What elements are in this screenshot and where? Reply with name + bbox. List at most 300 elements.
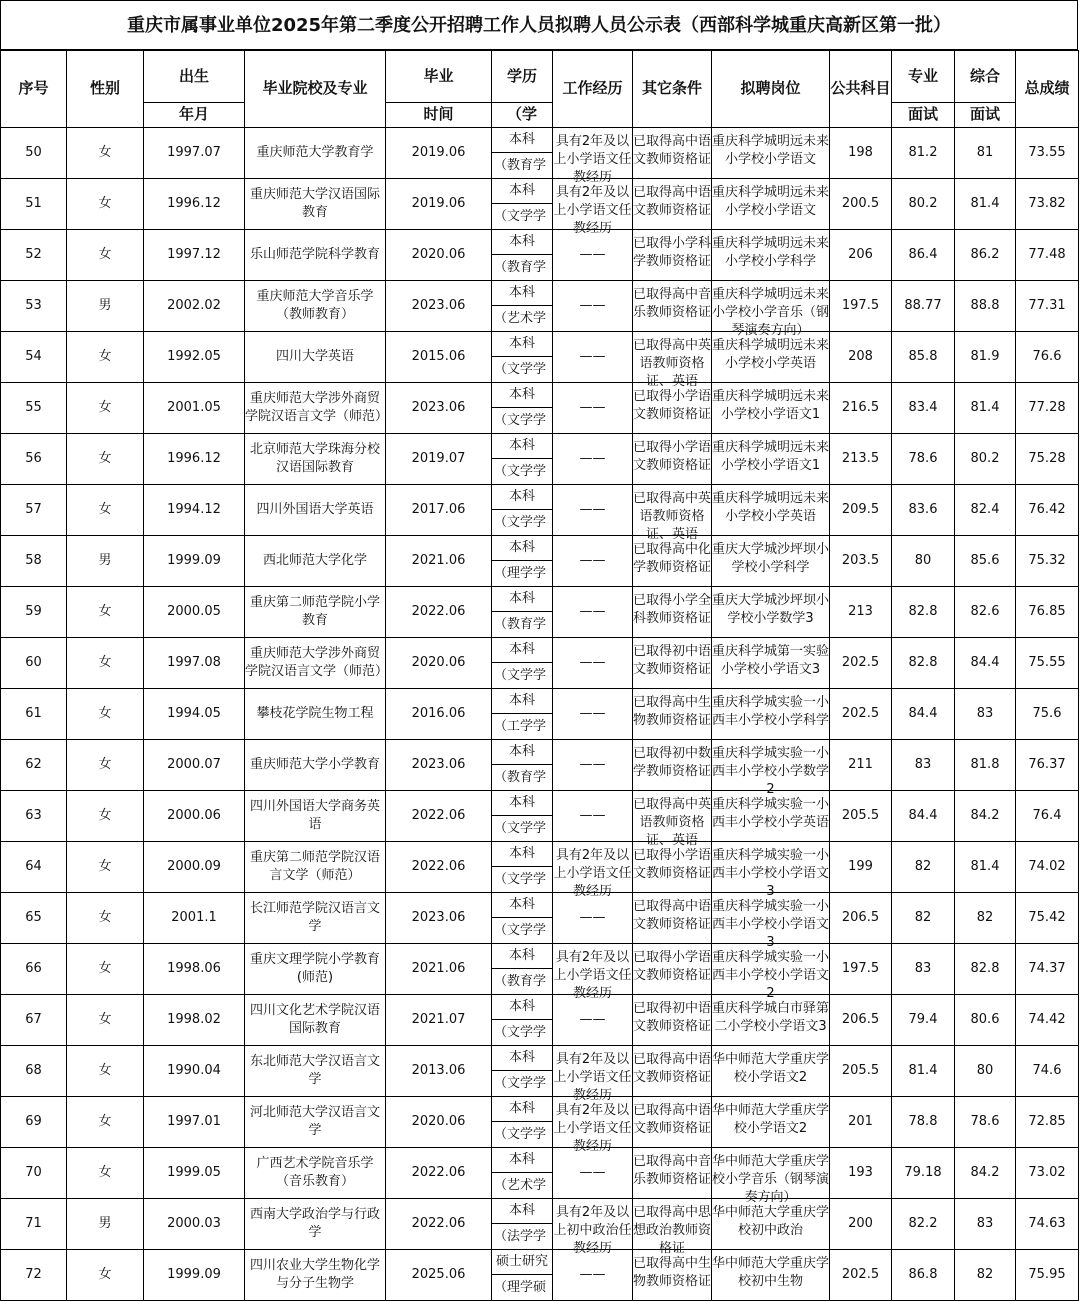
cell-comp: 85.6 bbox=[955, 536, 1016, 587]
cell-public: 205.5 bbox=[830, 791, 892, 842]
cell-total: 76.4 bbox=[1016, 791, 1079, 842]
cell-major: 83 bbox=[892, 740, 955, 791]
table-row bbox=[1, 1250, 1079, 1301]
cell-seq: 52 bbox=[1, 230, 67, 281]
edu-level: 本科 bbox=[492, 383, 552, 408]
cell-comp: 83 bbox=[955, 689, 1016, 740]
edu-degree: （文学学 bbox=[494, 1025, 547, 1040]
cell-gender: 女 bbox=[67, 791, 144, 842]
cell-birth: 2001.05 bbox=[144, 383, 245, 434]
cell-grad: 2017.06 bbox=[386, 485, 492, 536]
cell-public: 197.5 bbox=[830, 944, 892, 995]
cell-total: 77.48 bbox=[1016, 230, 1079, 281]
edu-degree: （文学学 bbox=[494, 515, 547, 530]
table-row bbox=[1, 434, 1079, 485]
cell-other: 已取得小学语文教师资格证 bbox=[633, 842, 712, 893]
cell-post: 重庆科学城明远未来小学校小学音乐（钢琴演奏方向） bbox=[712, 281, 830, 332]
cell-comp: 81.4 bbox=[955, 179, 1016, 230]
table-row bbox=[1, 230, 1079, 281]
cell-total: 76.85 bbox=[1016, 587, 1079, 638]
cell-major: 80 bbox=[892, 536, 955, 587]
cell-birth: 1998.06 bbox=[144, 944, 245, 995]
cell-total: 75.6 bbox=[1016, 689, 1079, 740]
cell-birth: 2000.07 bbox=[144, 740, 245, 791]
cell-edu bbox=[492, 740, 553, 791]
cell-gender: 女 bbox=[67, 332, 144, 383]
cell-school: 重庆师范大学小学教育 bbox=[245, 740, 386, 791]
cell-grad: 2022.06 bbox=[386, 1148, 492, 1199]
cell-other: 已取得高中英语教师资格证、英语 bbox=[633, 332, 712, 383]
edu-level: 本科 bbox=[492, 638, 552, 663]
cell-work: —— bbox=[553, 740, 633, 791]
table-row bbox=[1, 1148, 1079, 1199]
table-row bbox=[1, 1046, 1079, 1097]
cell-school: 东北师范大学汉语言文学 bbox=[245, 1046, 386, 1097]
cell-school: 河北师范大学汉语言文学 bbox=[245, 1097, 386, 1148]
cell-public: 206 bbox=[830, 230, 892, 281]
cell-major: 86.8 bbox=[892, 1250, 955, 1301]
header-birth-top: 出生 bbox=[144, 51, 245, 103]
cell-seq: 60 bbox=[1, 638, 67, 689]
cell-gender: 男 bbox=[67, 536, 144, 587]
cell-school: 重庆师范大学教育学 bbox=[245, 128, 386, 179]
cell-grad: 2023.06 bbox=[386, 281, 492, 332]
cell-comp: 78.6 bbox=[955, 1097, 1016, 1148]
cell-school: 重庆第二师范学院小学教育 bbox=[245, 587, 386, 638]
cell-edu bbox=[492, 995, 553, 1046]
cell-edu bbox=[492, 1097, 553, 1148]
cell-school: 重庆师范大学涉外商贸学院汉语言文学（师范） bbox=[245, 383, 386, 434]
cell-comp: 86.2 bbox=[955, 230, 1016, 281]
cell-work: —— bbox=[553, 281, 633, 332]
cell-total: 75.55 bbox=[1016, 638, 1079, 689]
cell-edu bbox=[492, 587, 553, 638]
edu-degree: （文学学 bbox=[494, 413, 547, 428]
header-public: 公共科目 bbox=[830, 51, 892, 128]
cell-grad: 2023.06 bbox=[386, 740, 492, 791]
cell-post: 华中师范大学重庆学校小学音乐（钢琴演奏方向） bbox=[712, 1148, 830, 1199]
cell-grad: 2016.06 bbox=[386, 689, 492, 740]
edu-degree: （理学学 bbox=[494, 566, 547, 581]
cell-other: 已取得高中生物教师资格证 bbox=[633, 689, 712, 740]
cell-other: 已取得高中语文教师资格证 bbox=[633, 1046, 712, 1097]
cell-gender: 女 bbox=[67, 1148, 144, 1199]
cell-public: 203.5 bbox=[830, 536, 892, 587]
cell-grad: 2019.07 bbox=[386, 434, 492, 485]
edu-degree: （文学学 bbox=[494, 1127, 547, 1142]
cell-major: 78.6 bbox=[892, 434, 955, 485]
edu-degree: （教育学 bbox=[494, 260, 547, 275]
header-major-top: 专业 bbox=[892, 51, 955, 103]
cell-total: 75.42 bbox=[1016, 893, 1079, 944]
edu-degree: （文学学 bbox=[494, 209, 547, 224]
table-body bbox=[1, 128, 1079, 1301]
cell-birth: 1994.05 bbox=[144, 689, 245, 740]
cell-major: 83 bbox=[892, 944, 955, 995]
cell-birth: 1996.12 bbox=[144, 434, 245, 485]
cell-edu bbox=[492, 1250, 553, 1301]
cell-grad: 2022.06 bbox=[386, 842, 492, 893]
cell-post: 重庆科学城实验一小西丰小学校小学语文2 bbox=[712, 944, 830, 995]
cell-edu bbox=[492, 332, 553, 383]
header-total: 总成绩 bbox=[1016, 51, 1079, 128]
cell-post: 重庆科学城实验一小西丰小学校小学语文3 bbox=[712, 842, 830, 893]
cell-other: 已取得高中音乐教师资格证 bbox=[633, 281, 712, 332]
cell-comp: 81.8 bbox=[955, 740, 1016, 791]
cell-other: 已取得高中语文教师资格证 bbox=[633, 893, 712, 944]
edu-degree: （文学学 bbox=[494, 923, 547, 938]
cell-gender: 女 bbox=[67, 230, 144, 281]
cell-grad: 2022.06 bbox=[386, 587, 492, 638]
cell-work: —— bbox=[553, 587, 633, 638]
edu-level: 本科 bbox=[492, 332, 552, 357]
cell-school: 乐山师范学院科学教育 bbox=[245, 230, 386, 281]
cell-grad: 2021.06 bbox=[386, 944, 492, 995]
edu-degree: （工学学 bbox=[494, 719, 547, 734]
cell-school: 重庆文理学院小学教育(师范) bbox=[245, 944, 386, 995]
cell-seq: 69 bbox=[1, 1097, 67, 1148]
cell-gender: 女 bbox=[67, 944, 144, 995]
cell-seq: 55 bbox=[1, 383, 67, 434]
table-row bbox=[1, 281, 1079, 332]
cell-post: 重庆科学城第一实验小学校小学语文3 bbox=[712, 638, 830, 689]
cell-edu bbox=[492, 893, 553, 944]
edu-level: 本科 bbox=[492, 740, 552, 765]
cell-total: 77.31 bbox=[1016, 281, 1079, 332]
cell-post: 华中师范大学重庆学校初中政治 bbox=[712, 1199, 830, 1250]
edu-degree: （教育学 bbox=[494, 158, 547, 173]
cell-grad: 2022.06 bbox=[386, 791, 492, 842]
cell-edu bbox=[492, 434, 553, 485]
cell-public: 205.5 bbox=[830, 1046, 892, 1097]
cell-birth: 1994.12 bbox=[144, 485, 245, 536]
cell-public: 216.5 bbox=[830, 383, 892, 434]
cell-total: 76.42 bbox=[1016, 485, 1079, 536]
cell-work: —— bbox=[553, 791, 633, 842]
edu-level: 本科 bbox=[492, 893, 552, 918]
cell-birth: 1997.01 bbox=[144, 1097, 245, 1148]
cell-edu bbox=[492, 281, 553, 332]
cell-edu bbox=[492, 1046, 553, 1097]
cell-gender: 女 bbox=[67, 1046, 144, 1097]
cell-work: —— bbox=[553, 536, 633, 587]
cell-post: 重庆科学城实验一小西丰小学校小学科学 bbox=[712, 689, 830, 740]
header-birth-bot: 年月 bbox=[144, 103, 245, 128]
cell-edu bbox=[492, 791, 553, 842]
cell-public: 213 bbox=[830, 587, 892, 638]
table-row bbox=[1, 179, 1079, 230]
cell-comp: 81.9 bbox=[955, 332, 1016, 383]
cell-seq: 56 bbox=[1, 434, 67, 485]
cell-grad: 2020.06 bbox=[386, 1097, 492, 1148]
table-row bbox=[1, 689, 1079, 740]
cell-public: 199 bbox=[830, 842, 892, 893]
cell-grad: 2020.06 bbox=[386, 638, 492, 689]
cell-grad: 2013.06 bbox=[386, 1046, 492, 1097]
cell-birth: 1999.05 bbox=[144, 1148, 245, 1199]
cell-seq: 62 bbox=[1, 740, 67, 791]
cell-major: 83.6 bbox=[892, 485, 955, 536]
cell-public: 211 bbox=[830, 740, 892, 791]
cell-comp: 81 bbox=[955, 128, 1016, 179]
cell-total: 74.6 bbox=[1016, 1046, 1079, 1097]
table-row bbox=[1, 485, 1079, 536]
cell-major: 82 bbox=[892, 842, 955, 893]
cell-total: 73.02 bbox=[1016, 1148, 1079, 1199]
cell-gender: 女 bbox=[67, 128, 144, 179]
cell-work: —— bbox=[553, 893, 633, 944]
cell-other: 已取得高中英语教师资格证、英语 bbox=[633, 791, 712, 842]
cell-edu bbox=[492, 638, 553, 689]
cell-gender: 女 bbox=[67, 893, 144, 944]
cell-seq: 71 bbox=[1, 1199, 67, 1250]
cell-work: 具有2年及以上小学语文任教经历 bbox=[553, 1097, 633, 1148]
cell-comp: 80 bbox=[955, 1046, 1016, 1097]
cell-gender: 男 bbox=[67, 281, 144, 332]
edu-level: 本科 bbox=[492, 230, 552, 255]
header-gender: 性别 bbox=[67, 51, 144, 128]
cell-total: 73.55 bbox=[1016, 128, 1079, 179]
cell-post: 重庆科学城实验一小西丰小学校小学数学2 bbox=[712, 740, 830, 791]
cell-work: —— bbox=[553, 995, 633, 1046]
cell-post: 重庆大学城沙坪坝小学校小学科学 bbox=[712, 536, 830, 587]
cell-comp: 82.8 bbox=[955, 944, 1016, 995]
header-other: 其它条件 bbox=[633, 51, 712, 128]
cell-school: 攀枝花学院生物工程 bbox=[245, 689, 386, 740]
cell-post: 重庆科学城明远未来小学校小学英语 bbox=[712, 485, 830, 536]
cell-post: 重庆科学城明远未来小学校小学语文1 bbox=[712, 434, 830, 485]
cell-total: 74.37 bbox=[1016, 944, 1079, 995]
cell-school: 西北师范大学化学 bbox=[245, 536, 386, 587]
cell-other: 已取得高中语文教师资格证 bbox=[633, 128, 712, 179]
edu-level: 本科 bbox=[492, 179, 552, 204]
cell-public: 206.5 bbox=[830, 893, 892, 944]
cell-major: 78.8 bbox=[892, 1097, 955, 1148]
cell-comp: 80.2 bbox=[955, 434, 1016, 485]
edu-degree: （教育学 bbox=[494, 770, 547, 785]
cell-other: 已取得小学语文教师资格证 bbox=[633, 944, 712, 995]
cell-public: 213.5 bbox=[830, 434, 892, 485]
edu-level: 本科 bbox=[492, 587, 552, 612]
cell-gender: 女 bbox=[67, 587, 144, 638]
edu-level: 本科 bbox=[492, 1199, 552, 1224]
cell-comp: 81.4 bbox=[955, 842, 1016, 893]
cell-gender: 男 bbox=[67, 1199, 144, 1250]
edu-degree: （艺术学 bbox=[494, 311, 547, 326]
cell-school: 四川外国语大学英语 bbox=[245, 485, 386, 536]
header-school: 毕业院校及专业 bbox=[245, 51, 386, 128]
edu-level: 本科 bbox=[492, 995, 552, 1020]
cell-grad: 2015.06 bbox=[386, 332, 492, 383]
cell-other: 已取得初中语文教师资格证 bbox=[633, 638, 712, 689]
header-edu-bot: （学 bbox=[492, 103, 553, 128]
cell-major: 81.4 bbox=[892, 1046, 955, 1097]
cell-comp: 84.2 bbox=[955, 1148, 1016, 1199]
header-comp-top: 综合 bbox=[955, 51, 1016, 103]
cell-major: 82 bbox=[892, 893, 955, 944]
cell-post: 华中师范大学重庆学校初中生物 bbox=[712, 1250, 830, 1301]
cell-other: 已取得小学科学教师资格证 bbox=[633, 230, 712, 281]
cell-comp: 81.4 bbox=[955, 383, 1016, 434]
edu-degree: （教育学 bbox=[494, 617, 547, 632]
table-row bbox=[1, 332, 1079, 383]
header-work: 工作经历 bbox=[553, 51, 633, 128]
cell-seq: 64 bbox=[1, 842, 67, 893]
cell-comp: 82 bbox=[955, 893, 1016, 944]
cell-total: 76.6 bbox=[1016, 332, 1079, 383]
cell-post: 重庆科学城白市驿第二小学校小学语文3 bbox=[712, 995, 830, 1046]
cell-other: 已取得高中化学教师资格证 bbox=[633, 536, 712, 587]
table-row bbox=[1, 1199, 1079, 1250]
header-grad-top: 毕业 bbox=[386, 51, 492, 103]
cell-gender: 女 bbox=[67, 1250, 144, 1301]
cell-edu bbox=[492, 485, 553, 536]
cell-birth: 1998.02 bbox=[144, 995, 245, 1046]
cell-birth: 2000.03 bbox=[144, 1199, 245, 1250]
cell-comp: 84.4 bbox=[955, 638, 1016, 689]
cell-birth: 1992.05 bbox=[144, 332, 245, 383]
cell-seq: 58 bbox=[1, 536, 67, 587]
cell-major: 80.2 bbox=[892, 179, 955, 230]
cell-edu bbox=[492, 1199, 553, 1250]
cell-comp: 80.6 bbox=[955, 995, 1016, 1046]
table-row bbox=[1, 587, 1079, 638]
cell-birth: 1997.07 bbox=[144, 128, 245, 179]
edu-degree: （文学学 bbox=[494, 821, 547, 836]
cell-work: —— bbox=[553, 434, 633, 485]
cell-edu bbox=[492, 230, 553, 281]
cell-seq: 72 bbox=[1, 1250, 67, 1301]
cell-major: 79.4 bbox=[892, 995, 955, 1046]
cell-edu bbox=[492, 383, 553, 434]
cell-major: 84.4 bbox=[892, 689, 955, 740]
cell-birth: 2002.02 bbox=[144, 281, 245, 332]
cell-work: —— bbox=[553, 332, 633, 383]
cell-grad: 2023.06 bbox=[386, 893, 492, 944]
cell-comp: 84.2 bbox=[955, 791, 1016, 842]
cell-edu bbox=[492, 842, 553, 893]
cell-work: —— bbox=[553, 638, 633, 689]
table-row bbox=[1, 383, 1079, 434]
table-row bbox=[1, 536, 1079, 587]
cell-gender: 女 bbox=[67, 1097, 144, 1148]
cell-edu bbox=[492, 1148, 553, 1199]
cell-seq: 67 bbox=[1, 995, 67, 1046]
cell-other: 已取得高中音乐教师资格证 bbox=[633, 1148, 712, 1199]
edu-degree: （文学学 bbox=[494, 668, 547, 683]
cell-public: 202.5 bbox=[830, 638, 892, 689]
cell-school: 四川大学英语 bbox=[245, 332, 386, 383]
cell-edu bbox=[492, 536, 553, 587]
cell-work: —— bbox=[553, 1250, 633, 1301]
cell-seq: 63 bbox=[1, 791, 67, 842]
cell-post: 重庆科学城实验一小西丰小学校小学英语 bbox=[712, 791, 830, 842]
cell-public: 201 bbox=[830, 1097, 892, 1148]
cell-school: 四川文化艺术学院汉语国际教育 bbox=[245, 995, 386, 1046]
cell-gender: 女 bbox=[67, 740, 144, 791]
cell-edu bbox=[492, 128, 553, 179]
cell-total: 75.28 bbox=[1016, 434, 1079, 485]
cell-major: 85.8 bbox=[892, 332, 955, 383]
cell-major: 83.4 bbox=[892, 383, 955, 434]
cell-gender: 女 bbox=[67, 383, 144, 434]
cell-work: 具有2年及以上小学语文任教经历 bbox=[553, 842, 633, 893]
cell-gender: 女 bbox=[67, 995, 144, 1046]
cell-seq: 70 bbox=[1, 1148, 67, 1199]
cell-gender: 女 bbox=[67, 638, 144, 689]
edu-level: 本科 bbox=[492, 281, 552, 306]
cell-work: 具有2年及以上小学语文任教经历 bbox=[553, 944, 633, 995]
cell-other: 已取得高中英语教师资格证、英语 bbox=[633, 485, 712, 536]
cell-gender: 女 bbox=[67, 434, 144, 485]
edu-level: 本科 bbox=[492, 434, 552, 459]
cell-seq: 53 bbox=[1, 281, 67, 332]
cell-school: 四川外国语大学商务英语 bbox=[245, 791, 386, 842]
cell-total: 74.63 bbox=[1016, 1199, 1079, 1250]
header-comp-bot: 面试 bbox=[955, 103, 1016, 128]
cell-work: 具有2年及以上小学语文任教经历 bbox=[553, 179, 633, 230]
cell-school: 西南大学政治学与行政学 bbox=[245, 1199, 386, 1250]
cell-post: 重庆科学城明远未来小学校小学语文 bbox=[712, 128, 830, 179]
cell-public: 193 bbox=[830, 1148, 892, 1199]
cell-public: 209.5 bbox=[830, 485, 892, 536]
cell-school: 重庆师范大学汉语国际教育 bbox=[245, 179, 386, 230]
cell-work: —— bbox=[553, 689, 633, 740]
cell-work: —— bbox=[553, 383, 633, 434]
cell-comp: 82.6 bbox=[955, 587, 1016, 638]
cell-work: 具有2年及以上小学语文任教经历 bbox=[553, 128, 633, 179]
cell-major: 79.18 bbox=[892, 1148, 955, 1199]
cell-school: 重庆第二师范学院汉语言文学（师范） bbox=[245, 842, 386, 893]
edu-degree: （艺术学 bbox=[494, 1178, 547, 1193]
cell-work: 具有2年及以上小学语文任教经历 bbox=[553, 1046, 633, 1097]
cell-public: 200.5 bbox=[830, 179, 892, 230]
cell-grad: 2025.06 bbox=[386, 1250, 492, 1301]
cell-comp: 88.8 bbox=[955, 281, 1016, 332]
cell-public: 206.5 bbox=[830, 995, 892, 1046]
cell-other: 已取得小学全科教师资格证 bbox=[633, 587, 712, 638]
edu-degree: （法学学 bbox=[494, 1229, 547, 1244]
cell-birth: 2000.06 bbox=[144, 791, 245, 842]
cell-school: 四川农业大学生物化学与分子生物学 bbox=[245, 1250, 386, 1301]
cell-gender: 女 bbox=[67, 179, 144, 230]
cell-other: 已取得初中数学教师资格证 bbox=[633, 740, 712, 791]
cell-gender: 女 bbox=[67, 689, 144, 740]
table-row bbox=[1, 791, 1079, 842]
edu-level: 本科 bbox=[492, 485, 552, 510]
page-title: 重庆市属事业单位2025年第二季度公开招聘工作人员拟聘人员公示表（西部科学城重庆高新区第一批） bbox=[0, 0, 1078, 50]
cell-post: 重庆科学城实验一小西丰小学校小学语文3 bbox=[712, 893, 830, 944]
cell-public: 208 bbox=[830, 332, 892, 383]
cell-school: 重庆师范大学涉外商贸学院汉语言文学（师范） bbox=[245, 638, 386, 689]
edu-level: 本科 bbox=[492, 1148, 552, 1173]
cell-comp: 83 bbox=[955, 1199, 1016, 1250]
edu-degree: （文学学 bbox=[494, 362, 547, 377]
cell-total: 76.37 bbox=[1016, 740, 1079, 791]
cell-work: —— bbox=[553, 485, 633, 536]
cell-public: 197.5 bbox=[830, 281, 892, 332]
cell-other: 已取得高中语文教师资格证 bbox=[633, 179, 712, 230]
cell-work: 具有2年及以上初中政治任教经历 bbox=[553, 1199, 633, 1250]
cell-major: 82.8 bbox=[892, 587, 955, 638]
cell-birth: 2001.1 bbox=[144, 893, 245, 944]
edu-level: 本科 bbox=[492, 1046, 552, 1071]
cell-other: 已取得小学语文教师资格证 bbox=[633, 434, 712, 485]
cell-grad: 2019.06 bbox=[386, 179, 492, 230]
cell-post: 重庆科学城明远未来小学校小学语文1 bbox=[712, 383, 830, 434]
table-row bbox=[1, 740, 1079, 791]
edu-degree: （文学学 bbox=[494, 872, 547, 887]
